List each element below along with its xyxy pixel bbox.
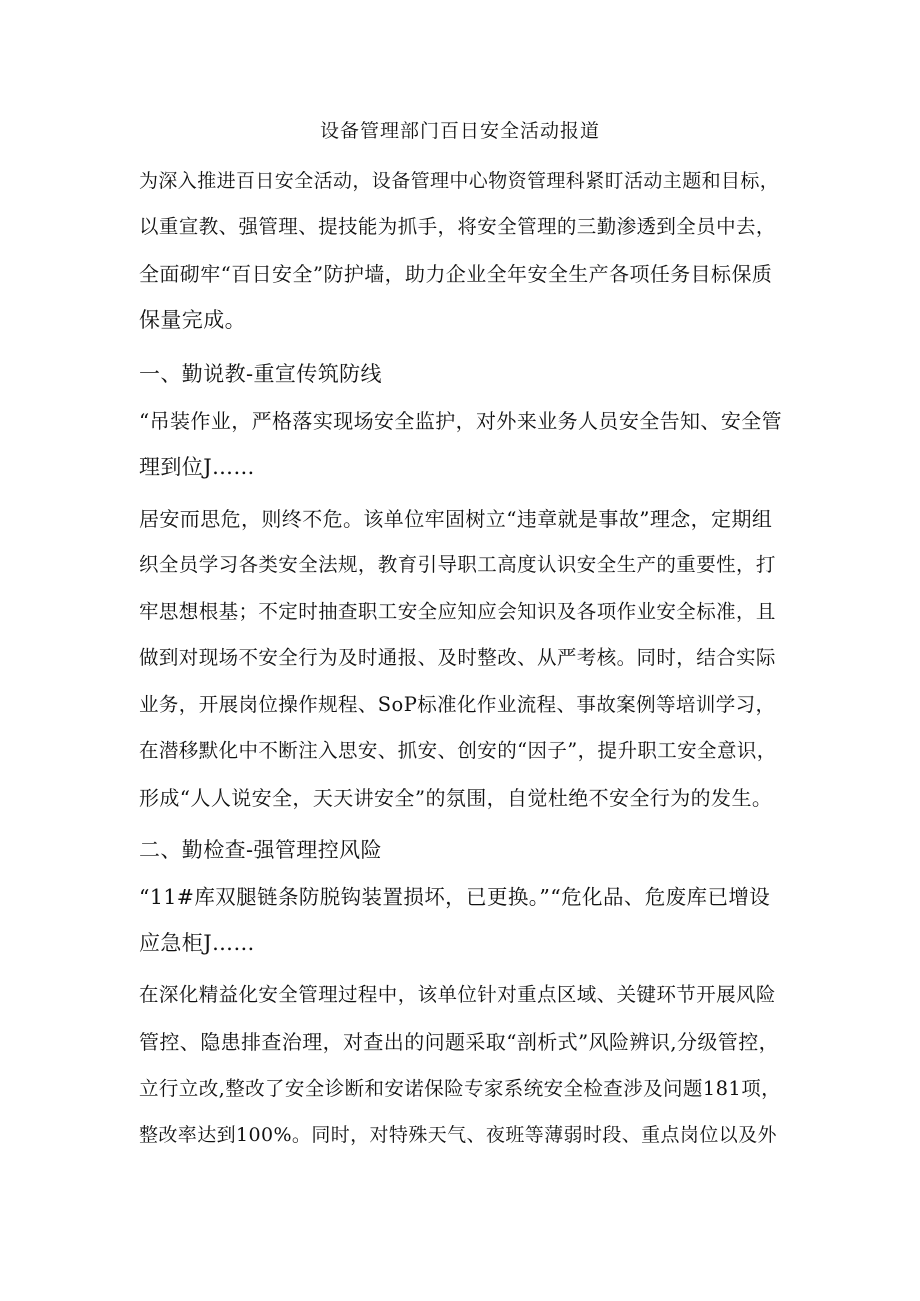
paragraph-line: 以重宣教、强管理、提技能为抓手，将安全管理的三勤渗透到全员中去，	[139, 215, 776, 238]
document-title: 设备管理部门百日安全活动报道	[319, 120, 600, 142]
paragraph-line: “11#库双腿链条防脱钩装置损坏，已更换。”“危化品、危废库已增设	[139, 885, 771, 909]
paragraph-line: 全面砌牢“百日安全”防护墙，助力企业全年安全生产各项任务目标保质	[139, 262, 773, 286]
paragraph-line: 理到位J……	[139, 455, 255, 479]
paragraph-line: 形成“人人说安全，天天讲安全”的氛围，自觉杜绝不安全行为的发生。	[139, 786, 773, 810]
paragraph-line: 为深入推进百日安全活动，设备管理中心物资管理科紧盯活动主题和目标，	[139, 170, 780, 192]
section-heading: 二、勤检查-强管理控风险	[139, 838, 382, 862]
paragraph-line: 居安而思危，则终不危。该单位牢固树立“违章就是事故”理念，定期组	[139, 507, 773, 531]
paragraph-line: 管控、隐患排查治理，对查出的问题采取“剖析式”风险辨识,分级管控，	[139, 1030, 780, 1054]
paragraph-line: 牢思想根基；不定时抽查职工安全应知应会知识及各项作业安全标准，且	[139, 600, 776, 623]
paragraph-line: “吊装作业，严格落实现场安全监护，对外来业务人员安全告知、安全管	[139, 409, 783, 433]
section-heading: 一、勤说教-重宣传筑防线	[139, 362, 382, 386]
paragraph-line: 保量完成。	[139, 308, 246, 332]
paragraph-line: 织全员学习各类安全法规，教育引导职工高度认识安全生产的重要性，打	[139, 553, 776, 576]
paragraph-line: 整改率达到100%。同时，对特殊天气、夜班等薄弱时段、重点岗位以及外	[139, 1124, 777, 1146]
paragraph-line: 在潜移默化中不断注入思安、抓安、创安的“因子”，提升职工安全意识，	[139, 739, 777, 762]
paragraph-line: 做到对现场不安全行为及时通报、及时整改、从严考核。同时，结合实际	[139, 646, 776, 669]
paragraph-line: 业务，开展岗位操作规程、SoP标准化作业流程、事故案例等培训学习，	[139, 693, 776, 716]
paragraph-line: 在深化精益化安全管理过程中，该单位针对重点区域、关键环节开展风险	[139, 983, 776, 1006]
paragraph-line: 应急柜J……	[139, 931, 255, 955]
paragraph-line: 立行立改,整改了安全诊断和安诺保险专家系统安全检查涉及问题181项，	[139, 1077, 782, 1100]
